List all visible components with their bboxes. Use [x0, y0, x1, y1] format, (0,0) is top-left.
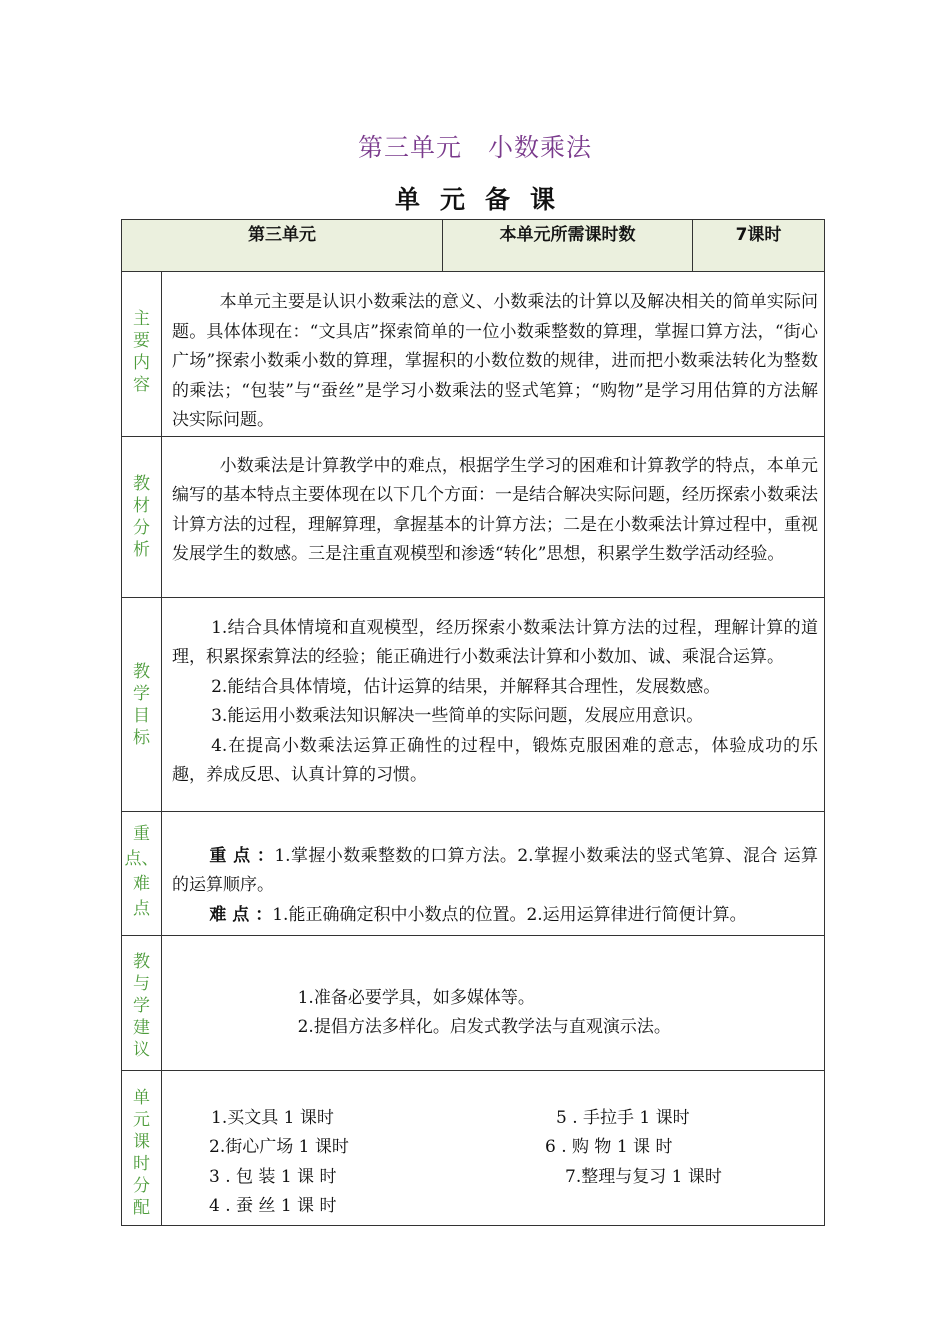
difficulty-text: 1.能正确确定积中小数点的位置。2.运用运算律进行简便计算。 — [272, 904, 747, 925]
focus-text: 1.掌握小数乘整数的口算方法。2.掌握小数乘法的竖式笔算、混合 运算的运算顺序。 — [172, 845, 819, 895]
row-suggestions — [122, 935, 825, 1070]
schedule-item: 1.买文具 1 课时 — [211, 1107, 334, 1128]
row-goals — [122, 597, 825, 811]
row-analysis — [122, 436, 825, 597]
label-schedule: 单 元 课 时 分 配 — [122, 1070, 162, 1225]
page-subtitle: 单元备课 — [394, 185, 575, 214]
suggestion-item: 1.准备必要学具，如多媒体等。 — [297, 987, 535, 1008]
header-hours-label: 本单元所需课时数 — [443, 220, 693, 272]
goals-list — [162, 597, 825, 811]
schedule-item: 4 . 蚕 丝 1 课 时 — [209, 1195, 337, 1216]
focus-label: 重 点 ： — [209, 845, 275, 866]
difficulty-label: 难 点 ： — [209, 904, 273, 925]
schedule-item: 2.街心广场 1 课时 — [209, 1136, 349, 1157]
goal-item: 3.能运用小数乘法知识解决一些简单的实际问题，发展应用意识。 — [211, 706, 704, 726]
schedule-item: 5 . 手拉手 1 课时 — [556, 1107, 690, 1128]
header-unit: 第三单元 — [122, 220, 443, 272]
schedule-item: 3 . 包 装 1 课 时 — [209, 1166, 337, 1187]
header-hours-value: 7课时 — [693, 220, 825, 272]
suggestion-item: 2.提倡方法多样化。启发式教学法与直观演示法。 — [297, 1017, 671, 1037]
label-key-points: 重 点、 难 点 — [122, 811, 162, 935]
schedule-item: 6 . 购 物 1 课 时 — [545, 1136, 673, 1157]
main-content-text: 本单元主要是认识小数乘法的意义、小数乘法的计算以及解决相关的简单实际问题。具体体现在：“文具店”探索简单的一位小数乘整数的算理，掌握口算方法，“街心广场”探索小数乘小数的算理，掌握积的小数位数的规律，进而把小数乘法转化为整数的乘法；“包装”与“蚕丝”是学习小数乘法的竖式笔算；“购物”是学习用估算的方法解决实际问题。 — [162, 272, 825, 437]
label-analysis: 教 材 分 析 — [122, 436, 162, 597]
key-points-text — [162, 811, 825, 935]
page-title: 第三单元 小数乘法 — [357, 133, 592, 162]
header-row — [122, 220, 825, 272]
goal-item: 1.结合具体情境和直观模型，经历探索小数乘法计算方法的过程，理解计算的道理，积累探索算法的经验；能正确进行小数乘法计算和小数加、诚、乘混合运算。 — [172, 617, 818, 667]
unit-plan-table — [121, 219, 825, 1226]
goal-item: 4.在提高小数乘法运算正确性的过程中，锻炼克服困难的意志，体验成功的乐趣，养成反思、认真计算的习惯。 — [172, 735, 818, 785]
row-main-content — [122, 272, 825, 437]
schedule-list — [162, 1070, 825, 1225]
label-suggestions: 教 与 学 建 议 — [122, 935, 162, 1070]
row-key-points — [122, 811, 825, 935]
analysis-text: 小数乘法是计算教学中的难点，根据学生学习的困难和计算教学的特点，本单元编写的基本特点主要体现在以下几个方面：一是结合解决实际问题，经历探索小数乘法计算方法的过程，理解算理，拿握基本的计算方法；二是在小数乘法计算过程中，重视发展学生的数感。三是注重直观模型和渗透“转化”思想，积累学生数学活动经验。 — [162, 436, 825, 597]
schedule-item: 7.整理与复习 1 课时 — [565, 1166, 722, 1187]
goal-item: 2.能结合具体情境，估计运算的结果，并解释其合理性，发展数感。 — [211, 676, 721, 697]
label-goals: 教 学 目 标 — [122, 597, 162, 811]
row-schedule — [122, 1070, 825, 1225]
suggestions-list — [162, 935, 825, 1070]
label-main-content: 主 要 内 容 — [122, 272, 162, 437]
